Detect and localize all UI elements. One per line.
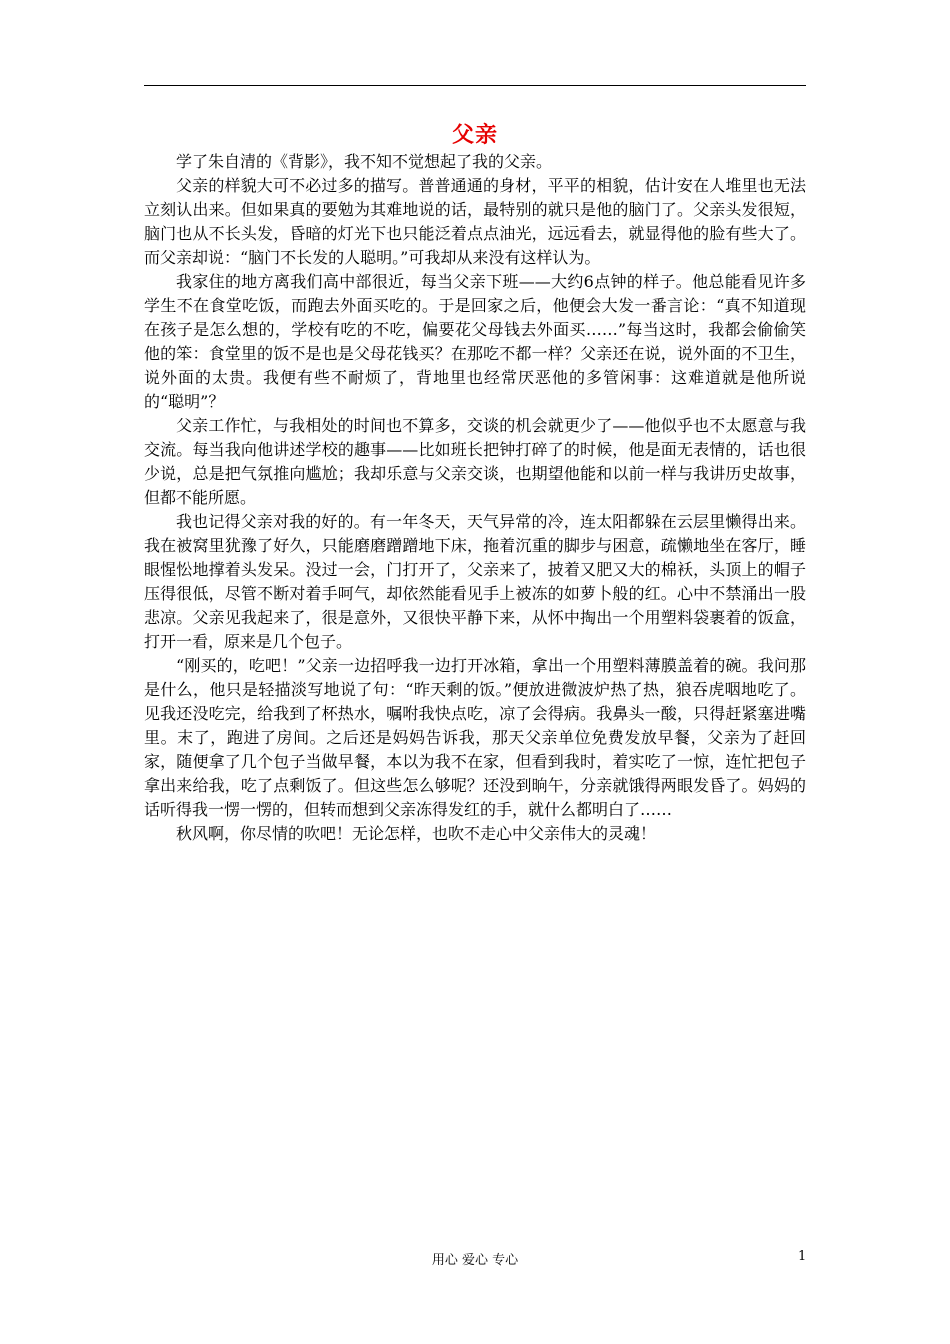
- header-rule: [144, 85, 806, 86]
- page-number: 1: [798, 1249, 807, 1264]
- paragraph-6: “刚买的，吃吧！”父亲一边招呼我一边打开冰箱，拿出一个用塑料薄膜盖着的碗。我问那是什么，他只是轻描淡写地说了句：“昨天剩的饭。”便放进微波炉热了热，狼吞虎咽地吃了。见我还没吃完，给我到了杯热水，嘱咐我快点吃，凉了会得病。我鼻头一酸，只得赶紧塞进嘴里。末了，跑进了房间。之后还是妈妈告诉我，那天父亲单位免费发放早餐，父亲为了赶回家，随便拿了几个包子当做早餐，本以为我不在家，但看到我时，着实吃了一惊，连忙把包子拿出来给我，吃了点剩饭了。但这些怎么够呢？还没到晌午，分亲就饿得两眼发昏了。妈妈的话听得我一愣一愣的，但转而想到父亲冻得发红的手，就什么都明白了……: [144, 656, 806, 819]
- footer-slogan: 用心 爱心 专心: [431, 1253, 519, 1268]
- paragraph-2: 父亲的样貌大可不必过多的描写。普普通通的身材，平平的相貌，估计安在人堆里也无法立刻认出来。但如果真的要勉为其难地说的话，最特别的就只是他的脑门了。父亲头发很短，脑门也从不长头发，昏暗的灯光下也只能泛着点点油光，远远看去，就显得他的脸有些大了。而父亲却说：“脑门不长发的人聪明。”可我却从来没有这样认为。: [144, 176, 806, 267]
- paragraph-7: 秋风啊，你尽情的吹吧！无论怎样，也吹不走心中父亲伟大的灵魂！: [176, 824, 657, 843]
- paragraph-4: 父亲工作忙，与我相处的时间也不算多，交谈的机会就更少了——他似乎也不太愿意与我交流。每当我向他讲述学校的趣事——比如班长把钟打碎了的时候，他是面无表情的，话也很少说，总是把气氛推向尴尬；我却乐意与父亲交谈，也期望他能和以前一样与我讲历史故事，但都不能所愿。: [144, 416, 806, 507]
- article-title: 父亲: [451, 122, 498, 148]
- paragraph-1: 学了朱自清的《背影》，我不知不觉想起了我的父亲。: [176, 152, 553, 171]
- article-body: [144, 150, 806, 846]
- paragraph-3: 我家住的地方离我们高中部很近，每当父亲下班——大约6点钟的样子。他总能看见许多学生不在食堂吃饭，而跑去外面买吃的。于是回家之后，他便会大发一番言论：“真不知道现在孩子是怎么想的，学校有吃的不吃，偏要花父母钱去外面买……”每当这时，我都会偷偷笑他的笨：食堂里的饭不是也是父母花钱买？在那吃不都一样？父亲还在说，说外面的不卫生，说外面的太贵。我便有些不耐烦了，背地里也经常厌恶他的多管闲事：这难道就是他所说的“聪明”？: [144, 272, 806, 411]
- paragraph-5: 我也记得父亲对我的好的。有一年冬天，天气异常的冷，连太阳都躲在云层里懒得出来。我在被窝里犹豫了好久，只能磨磨蹭蹭地下床，拖着沉重的脚步与困意，疏懒地坐在客厅，睡眼惺忪地撑着头发呆。没过一会，门打开了，父亲来了，披着又肥又大的棉袄，头顶上的帽子压得很低，尽管不断对着手呵气，却依然能看见手上被冻的如萝卜般的红。心中不禁涌出一股悲凉。父亲见我起来了，很是意外，又很快平静下来，从怀中掏出一个用塑料袋裹着的饭盒，打开一看，原来是几个包子。: [144, 512, 806, 651]
